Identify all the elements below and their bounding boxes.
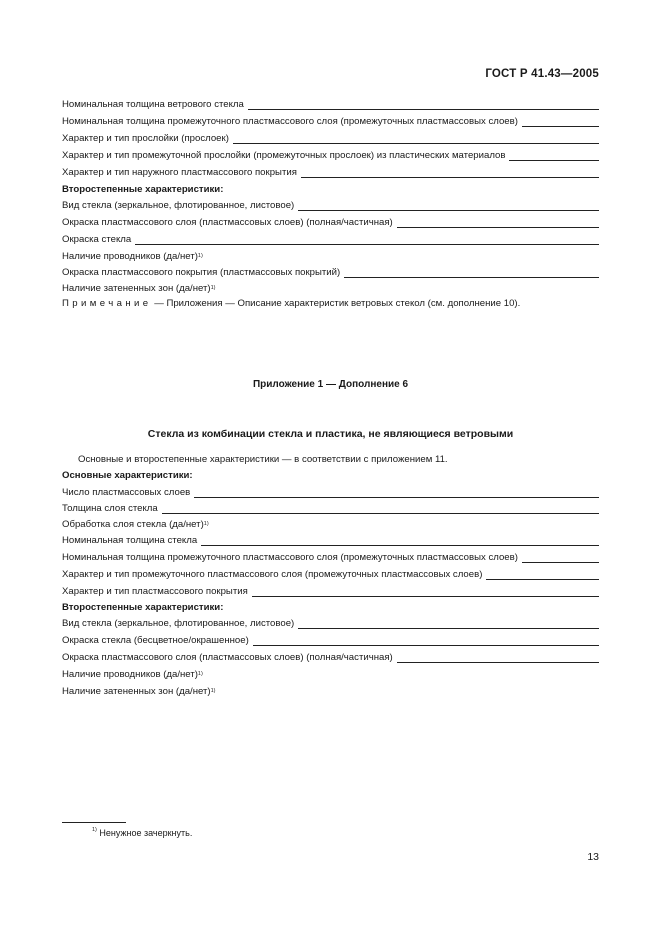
blank-line [509, 159, 599, 161]
field-row [62, 518, 599, 531]
field-row [62, 534, 599, 547]
blank-line [248, 108, 599, 110]
field-row [62, 149, 599, 162]
field-label: Вид стекла (зеркальное, флотированное, листовое) [62, 200, 295, 211]
note-text: — Приложения — Описание характеристик ветровых стекол (см. дополнение 10). [151, 298, 521, 309]
footnote [92, 828, 192, 838]
blank-line [298, 209, 599, 211]
field-label: Наличие проводников $(да/нет)^{1)}$ [62, 251, 203, 262]
note [62, 298, 520, 309]
blank-line [252, 595, 599, 597]
field-label: Номинальная толщина промежуточного пластмассового слоя (промежуточных пластмассовых слоев) [62, 116, 518, 127]
field-row [62, 115, 599, 128]
page-number: 13 [587, 851, 599, 863]
field-label: Характер и тип промежуточного пластмассового слоя (промежуточных пластмассовых слоев) [62, 569, 483, 580]
blank-line [301, 176, 599, 178]
field-row [62, 266, 599, 279]
field-row [62, 132, 599, 145]
blank-line [233, 142, 599, 144]
field-row [62, 166, 599, 179]
field-label: Наличие проводников $(да/нет)^{1)}$ [62, 669, 203, 680]
field-row [62, 568, 599, 581]
field-row [62, 668, 599, 681]
field-row [62, 250, 599, 263]
footnote-text: Ненужное зачеркнуть. [96, 828, 193, 838]
field-label: Окраска стекла [62, 234, 132, 245]
field-row [62, 98, 599, 111]
appendix-title: Приложение 1 — Дополнение 6 [252, 379, 409, 390]
note-label: Примечание [62, 298, 152, 309]
field-label: Характер и тип прослойки (прослоек) [62, 133, 229, 144]
blank-line [522, 125, 599, 127]
blank-line [201, 544, 599, 546]
field-label: Характер и тип наружного пластмассового покрытия [62, 167, 297, 178]
field-row [62, 617, 599, 630]
footnote-ref: 1) [197, 253, 203, 259]
field-label: Обработка слоя стекла $(да/нет)^{1)}$ [62, 519, 209, 530]
field-row [62, 585, 599, 598]
blank-line [486, 578, 599, 580]
main-heading: Основные характеристики: [62, 470, 193, 481]
field-label: Характер и тип пластмассового покрытия [62, 586, 248, 597]
footnote-mark: 1) [92, 827, 97, 833]
footnote-separator [62, 822, 126, 823]
blank-line [194, 496, 599, 498]
field-row [62, 486, 599, 499]
field-label: Толщина слоя стекла [62, 503, 158, 514]
document-code-header: ГОСТ Р 41.43—2005 [485, 68, 599, 80]
field-row [62, 233, 599, 246]
field-row [62, 216, 599, 229]
blank-line [253, 644, 599, 646]
field-label: Номинальная толщина ветрового стекла [62, 99, 244, 110]
field-label: Номинальная толщина стекла [62, 535, 198, 546]
field-label: Номинальная толщина промежуточного пластмассового слоя (промежуточных пластмассовых слоев) [62, 552, 518, 563]
field-row [62, 634, 599, 647]
blank-line [397, 226, 599, 228]
field-row [62, 502, 599, 515]
field-row [62, 282, 599, 295]
field-row [62, 651, 599, 664]
section-title: Стекла из комбинации стекла и пластика, не являющиеся ветровыми [147, 428, 514, 440]
secondary-heading: Второстепенные характеристики: [62, 602, 224, 613]
field-label: Окраска стекла (бесцветное/окрашенное) [62, 635, 249, 646]
footnote-ref: 1) [210, 688, 216, 694]
footnote-ref: 1) [197, 671, 203, 677]
footnote-ref: 1) [210, 285, 216, 291]
field-label: Окраска пластмассового слоя (пластмассовых слоев) (полная/частичная) [62, 217, 393, 228]
blank-line [162, 512, 599, 514]
field-row [62, 551, 599, 564]
blank-line [344, 276, 599, 278]
field-label: Число пластмассовых слоев [62, 487, 191, 498]
intro-text: Основные и второстепенные характеристики — в соответствии с приложением 11. [78, 454, 448, 465]
footnote-ref: 1) [203, 521, 209, 527]
blank-line [522, 561, 599, 563]
field-label: Окраска пластмассового слоя (пластмассовых слоев) (полная/частичная) [62, 652, 393, 663]
secondary-heading: Второстепенные характеристики: [62, 184, 224, 195]
field-row [62, 199, 599, 212]
blank-line [135, 243, 599, 245]
field-label: Окраска пластмассового покрытия (пластмассовых покрытий) [62, 267, 341, 278]
field-label: Характер и тип промежуточной прослойки (промежуточных прослоек) из пластических материалов [62, 150, 506, 161]
field-row [62, 685, 599, 698]
field-label: Наличие затененных зон $(да/нет)^{1)}$ [62, 686, 216, 697]
blank-line [298, 627, 599, 629]
field-label: Вид стекла (зеркальное, флотированное, листовое) [62, 618, 295, 629]
field-label: Наличие затененных зон $(да/нет)^{1)}$ [62, 283, 216, 294]
blank-line [397, 661, 599, 663]
